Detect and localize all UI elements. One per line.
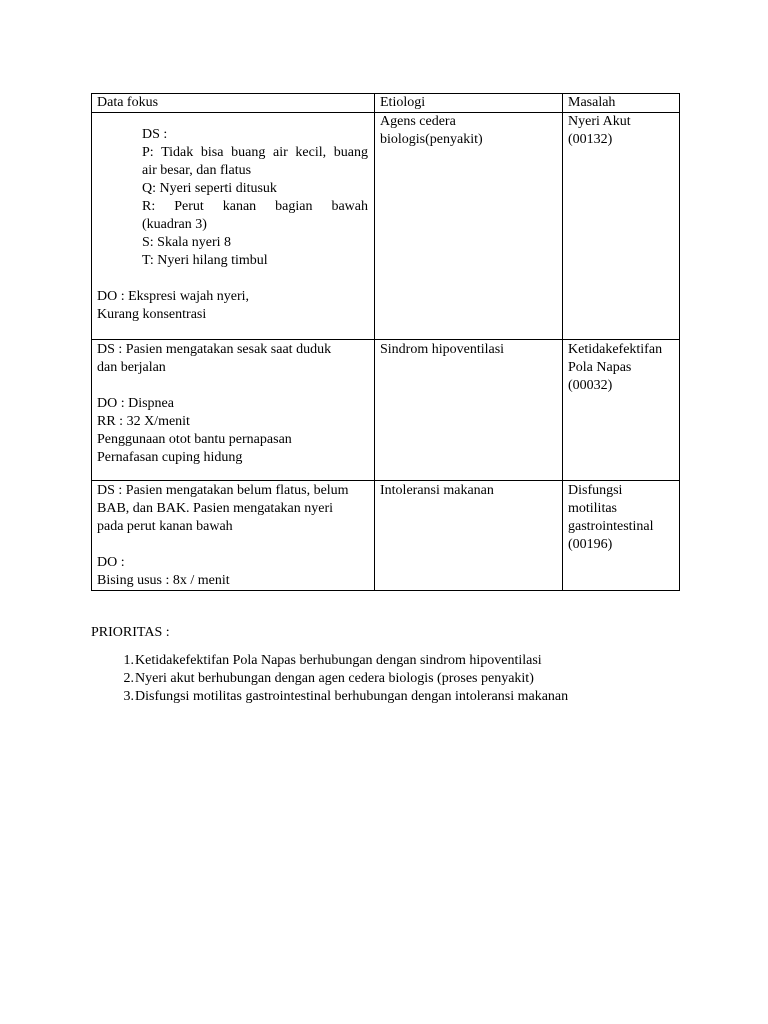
ds-line-2: dan berjalan (97, 360, 166, 375)
ds-line-1: DS : Pasien mengatakan sesak saat duduk (97, 342, 332, 357)
do-line-4: Pernafasan cuping hidung (97, 450, 243, 465)
list-item (91, 688, 568, 706)
data-fokus-cell (92, 113, 375, 340)
do-line-1: DO : (97, 555, 125, 570)
nursing-diagnosis-table (91, 93, 680, 591)
etiologi-cell (375, 340, 563, 481)
list-item-number: 2. (123, 671, 134, 686)
masalah-line-1: Ketidakefektifan (568, 342, 663, 357)
masalah-line-2: (00132) (568, 132, 613, 147)
do-line-2: Bising usus : 8x / menit (97, 573, 230, 588)
ds-q-line: Q: Nyeri seperti ditusuk (142, 181, 277, 196)
masalah-line-3: (00032) (568, 378, 613, 393)
ds-pqrst-block (97, 113, 368, 270)
do-line-1: DO : Ekspresi wajah nyeri, (97, 289, 250, 304)
ds-r-line-1: R: Perut kanan bagian bawah (142, 199, 368, 214)
do-line-1: DO : Dispnea (97, 396, 174, 411)
prioritas-list (91, 652, 568, 706)
list-item (91, 652, 568, 670)
header-etiologi: Etiologi (375, 94, 563, 113)
header-masalah: Masalah (563, 94, 680, 113)
masalah-cell (563, 340, 680, 481)
list-item (91, 670, 568, 688)
masalah-line-3: gastrointestinal (568, 519, 654, 534)
ds-line-3: pada perut kanan bawah (97, 519, 233, 534)
list-item-text: Disfungsi motilitas gastrointestinal berhubungan dengan intoleransi makanan (135, 689, 569, 704)
list-item-text: Ketidakefektifan Pola Napas berhubungan dengan sindrom hipoventilasi (135, 653, 542, 668)
ds-label: DS : (142, 127, 168, 142)
table-row (92, 340, 680, 481)
etiologi-line-1: Agens cedera (380, 114, 456, 129)
list-item-number: 3. (123, 689, 134, 704)
masalah-line-4: (00196) (568, 537, 613, 552)
table-header-row (92, 94, 680, 113)
etiologi-line: Intoleransi makanan (380, 483, 494, 498)
ds-r-line-2: (kuadran 3) (142, 217, 207, 232)
list-item-text: Nyeri akut berhubungan dengan agen cedera biologis (proses penyakit) (135, 671, 534, 686)
masalah-cell (563, 113, 680, 340)
etiologi-line-2: biologis(penyakit) (380, 132, 483, 147)
prioritas-heading: PRIORITAS : (91, 625, 170, 640)
do-line-3: Penggunaan otot bantu pernapasan (97, 432, 292, 447)
masalah-cell (563, 481, 680, 591)
ds-p-line-2: air besar, dan flatus (142, 163, 252, 178)
etiologi-line: Sindrom hipoventilasi (380, 342, 505, 357)
list-item-number: 1. (123, 653, 134, 668)
data-fokus-cell (92, 481, 375, 591)
ds-p-line-1: P: Tidak bisa buang air kecil, buang (142, 145, 368, 160)
table-row (92, 113, 680, 340)
etiologi-cell (375, 113, 563, 340)
header-data-fokus: Data fokus (92, 94, 375, 113)
masalah-line-2: motilitas (568, 501, 617, 516)
masalah-line-1: Disfungsi (568, 483, 623, 498)
table-row (92, 481, 680, 591)
ds-s-line: S: Skala nyeri 8 (142, 235, 232, 250)
do-line-2: Kurang konsentrasi (97, 307, 207, 322)
masalah-line-2: Pola Napas (568, 360, 632, 375)
ds-t-line: T: Nyeri hilang timbul (142, 253, 268, 268)
ds-line-2: BAB, dan BAK. Pasien mengatakan nyeri (97, 501, 334, 516)
do-line-2: RR : 32 X/menit (97, 414, 190, 429)
data-fokus-cell (92, 340, 375, 481)
ds-line-1: DS : Pasien mengatakan belum flatus, belum (97, 483, 349, 498)
masalah-line-1: Nyeri Akut (568, 114, 631, 129)
etiologi-cell (375, 481, 563, 591)
